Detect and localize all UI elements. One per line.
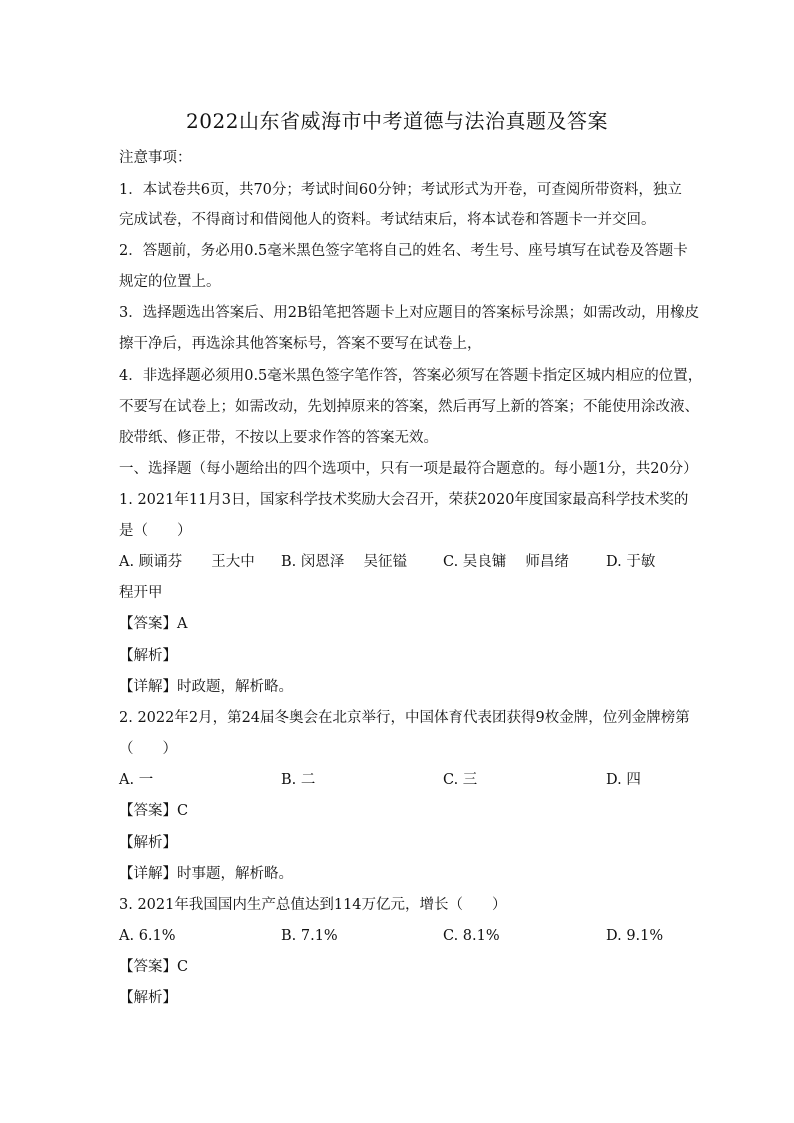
question-1-analysis: 【解析】 [119, 648, 177, 664]
question-3-analysis: 【解析】 [119, 990, 177, 1006]
question-3-option-c: C. 8.1% [443, 928, 500, 944]
question-2-option-d: D. 四 [606, 772, 641, 788]
question-2-option-a: A. 一 [119, 772, 154, 788]
notice-line: 规定的位置上。 [119, 274, 221, 290]
notice-heading: 注意事项： [119, 150, 192, 166]
notice-line: 3．选择题选出答案后、用2B铅笔把答题卡上对应题目的答案标号涂黑；如需改动，用橡皮 [119, 305, 700, 321]
question-3-option-a: A. 6.1% [119, 928, 176, 944]
question-1-stem-cont: 是（ ） [119, 523, 192, 539]
question-1-option-a: A. 顾诵芬 王大中 [119, 554, 255, 570]
section-heading: 一、选择题（每小题给出的四个选项中，只有一项是最符合题意的。每小题1分，共20分） [119, 461, 698, 477]
notice-line: 擦干净后，再选涂其他答案标号，答案不要写在试卷上， [119, 336, 482, 352]
notice-line: 1．本试卷共6页，共70分；考试时间60分钟；考试形式为开卷，可查阅所带资料，独立 [119, 182, 682, 198]
question-1-stem: 1. 2021年11月3日，国家科学技术奖励大会召开，荣获2020年度国家最高科学技术奖的 [119, 492, 689, 508]
question-3-stem: 3. 2021年我国国内生产总值达到114万亿元，增长（ ） [119, 897, 507, 913]
question-3-option-b: B. 7.1% [281, 928, 338, 944]
question-1-option-c: C. 吴良镛 师昌绪 [443, 554, 569, 570]
notice-line: 不要写在试卷上；如需改动，先划掉原来的答案，然后再写上新的答案；不能使用涂改液、 [119, 399, 699, 415]
notice-line: 4．非选择题必须用0.5毫米黑色签字笔作答，答案必须写在答题卡指定区城内相应的位置， [119, 368, 703, 384]
question-1-detail: 【详解】时政题，解析略。 [119, 679, 293, 695]
question-2-analysis: 【解析】 [119, 835, 177, 851]
question-2-option-b: B. 二 [281, 772, 316, 788]
question-2-option-c: C. 三 [443, 772, 478, 788]
question-2-detail: 【详解】时事题，解析略。 [119, 866, 293, 882]
question-3-answer: 【答案】C [119, 959, 189, 975]
notice-line: 胶带纸、修正带，不按以上要求作答的答案无效。 [119, 430, 438, 446]
notice-line: 2．答题前，务必用0.5毫米黑色签字笔将自己的姓名、考生号、座号填写在试卷及答题卡 [119, 243, 688, 259]
notice-line: 完成试卷，不得商讨和借阅他人的资料。考试结束后，将本试卷和答题卡一并交回。 [119, 212, 656, 228]
question-1-option-b: B. 闵恩泽 吴征镒 [281, 554, 407, 570]
question-2-answer: 【答案】C [119, 803, 189, 819]
question-2-stem: 2. 2022年2月，第24届冬奥会在北京举行，中国体育代表团获得9枚金牌，位列金牌榜第 [119, 710, 690, 726]
page-title: 2022山东省威海市中考道德与法治真题及答案 [186, 109, 608, 133]
question-3-option-d: D. 9.1% [606, 928, 664, 944]
question-2-stem-cont: （ ） [119, 741, 177, 757]
question-1-answer: 【答案】A [119, 616, 188, 632]
question-1-option-d: D. 于敏 [606, 554, 656, 570]
question-1-option-d-cont: 程开甲 [119, 585, 163, 601]
